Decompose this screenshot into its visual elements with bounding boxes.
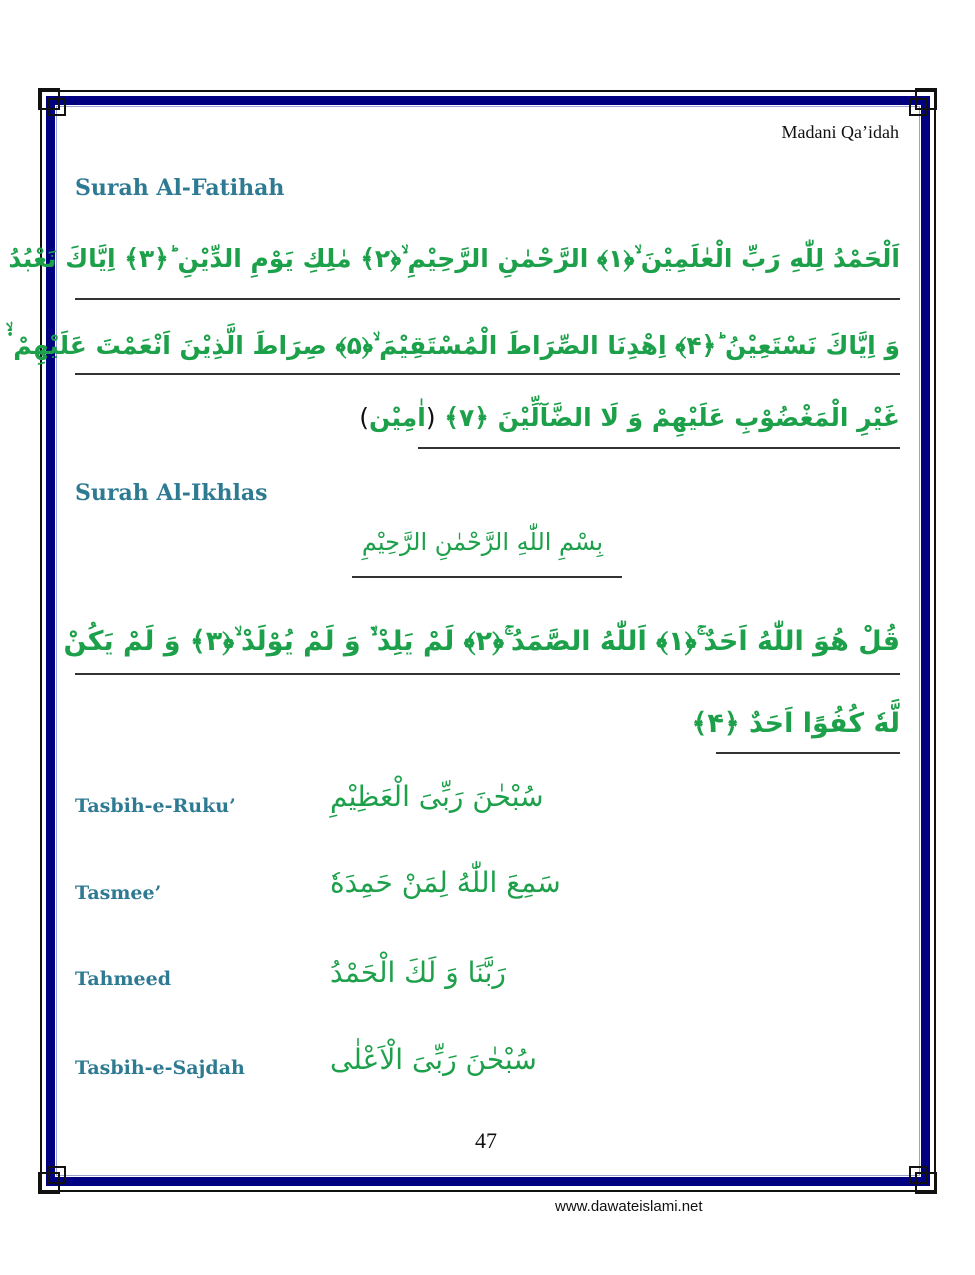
section-title-ikhlas: Surah Al-Ikhlas (75, 480, 268, 506)
running-header: Madani Qa’idah (781, 122, 899, 142)
dua-arabic-tasmee: سَمِعَ اللّٰهُ لِمَنْ حَمِدَهٗ (330, 866, 561, 899)
ikhlas-line-2: لَّهٗ كُفُوًا اَحَدٌ ﴿۴﴾ (691, 708, 900, 739)
underline-rule (716, 752, 900, 754)
fatihah-line-3-text: غَیْرِ الْمَغْضُوْبِ عَلَیْهِمْ وَ لَا الضَّآلِّیْنَ ﴿۷﴾ (444, 403, 900, 432)
close-paren: ) (359, 403, 370, 432)
footer-url: www.dawateislami.net (555, 1198, 703, 1215)
underline-rule (75, 673, 900, 675)
dua-label-tahmeed: Tahmeed (75, 968, 172, 990)
ikhlas-line-1: قُلْ هُوَ اللّٰهُ اَحَدٌ ۚ﴿۱﴾ اَللّٰهُ الصَّمَدُ ۚ﴿۲﴾ لَمْ یَلِدْ ۙ۬ وَ لَمْ یُوْلَدْ ۙ﴿۳﴾ وَ لَمْ یَكُنْ (63, 626, 900, 657)
corner-ornament-icon (48, 1166, 66, 1184)
dua-label-sajdah: Tasbih-e-Sajdah (75, 1057, 245, 1079)
dua-arabic-tahmeed: رَبَّنَا وَ لَكَ الْحَمْدُ (330, 956, 506, 989)
underline-rule (75, 373, 900, 375)
underline-rule (352, 576, 622, 578)
underline-rule (75, 298, 900, 300)
corner-ornament-icon (48, 98, 66, 116)
bismillah: بِسْمِ اللّٰهِ الرَّحْمٰنِ الرَّحِیْمِ (361, 528, 604, 556)
fatihah-line-1: اَلْحَمْدُ لِلّٰهِ رَبِّ الْعٰلَمِیْنَ ۙ﴿۱﴾ الرَّحْمٰنِ الرَّحِیْمِ ۙ﴿۲﴾ مٰلِكِ یَوْمِ الدِّیْنِ ؕ﴿۳﴾ اِیَّاكَ نَعْبُدُ (8, 244, 900, 273)
corner-ornament-icon (909, 98, 927, 116)
page-number: 47 (475, 1128, 497, 1153)
corner-ornament-icon (909, 1166, 927, 1184)
fatihah-line-3 (359, 396, 900, 440)
section-title-fatihah: Surah Al-Fatihah (75, 175, 285, 201)
dua-arabic-ruku: سُبْحٰنَ رَبِّیَ الْعَظِیْمِ (330, 780, 544, 813)
dua-arabic-sajdah: سُبْحٰنَ رَبِّیَ الْاَعْلٰی (330, 1043, 537, 1076)
open-paren: ( (425, 403, 436, 432)
underline-rule (418, 447, 900, 449)
dua-label-ruku: Tasbih-e-Ruku’ (75, 795, 236, 817)
fatihah-line-2: وَ اِیَّاكَ نَسْتَعِیْنُ ؕ﴿۴﴾ اِهْدِنَا الصِّرَاطَ الْمُسْتَقِیْمَ ۙ﴿۵﴾ صِرَاطَ الَّذِیْنَ اَنْعَمْتَ عَلَیْهِمْ ۬ۙ (7, 331, 900, 360)
dua-label-tasmee: Tasmee’ (75, 882, 162, 904)
ameen-text: اٰمِیْن (369, 403, 426, 432)
